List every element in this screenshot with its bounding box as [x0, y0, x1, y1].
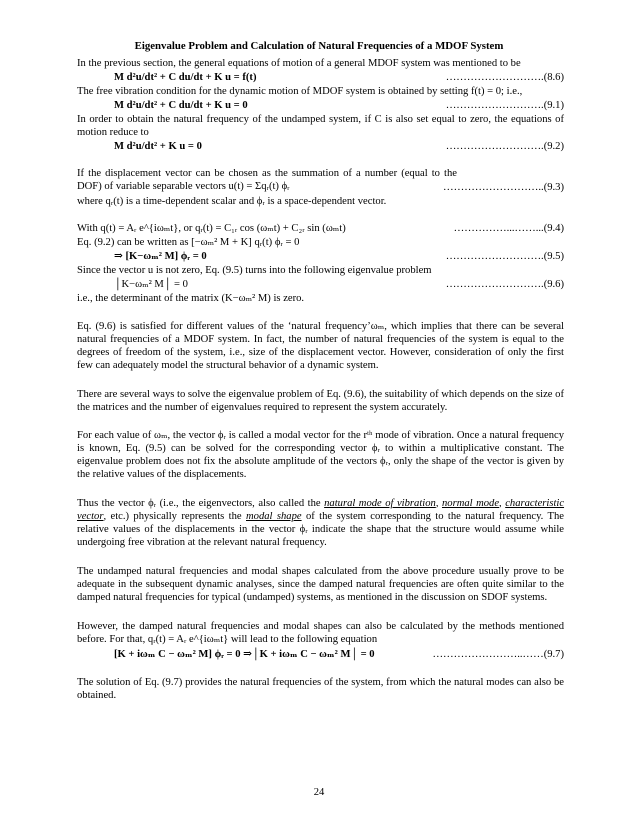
- equation-number: ……………………….(9.5): [445, 251, 564, 262]
- page-number: 24: [313, 787, 325, 798]
- paragraph: There are several ways to solve the eigenvalue problem of Eq. (9.6), the suitability of which depends on the size of the matrices and the number of eigenvalues required to represent the system accurately.: [77, 389, 564, 413]
- equation: [K + iωₘ C − ωₘ² M] ϕᵣ = 0 ⇒│K + iωₘ C − ωₘ² M│ = 0: [114, 649, 375, 660]
- term-characteristic-vector: characteristic vector: [77, 498, 565, 522]
- equation-number: ……………………….(9.2): [445, 141, 564, 152]
- paragraph: Eq. (9.2) can be written as [−ωₘ² M + K] qᵣ(t) ϕᵣ = 0: [77, 237, 300, 248]
- term-modal-shape: modal shape: [246, 511, 302, 522]
- paragraph: In order to obtain the natural frequency of the undamped system, if C is also set equal to zero, the equations of motion reduce to: [77, 114, 564, 138]
- paragraph: Thus the vector ϕᵣ (i.e., the eigenvectors, also called the natural mode of vibration, normal mode, characteristic vector, etc.) physically represents the modal shape of the system corresponding to the natural frequency. The relative values of the displacements in the vector ϕᵣ indicate the shape that the structure would assume while undergoing free vibration at the relevant natural frequency.: [77, 498, 565, 548]
- equation-number: ……………………….(8.6): [445, 72, 564, 83]
- paragraph: Eq. (9.6) is satisfied for different values of the ‘natural frequency’ωₘ, which implies that there can be several natural frequencies of a MDOF system. In fact, the number of natural frequencies of the system is equal to the degrees of freedom of the system, i.e., size of the displacement vector. However, consideration of only the first few can adequately model the structural behavior of a dynamic system.: [77, 321, 564, 371]
- paragraph: With q(t) = Aᵣ e^{iωₘt}, or qᵣ(t) = C₁ᵣ cos (ωₘt) + C₂ᵣ sin (ωₘt): [77, 223, 346, 234]
- paragraph: In the previous section, the general equations of motion of a general MDOF system was mentioned to be: [77, 58, 521, 69]
- equation-number: ……………………..……(9.7): [432, 649, 564, 660]
- page-title: Eigenvalue Problem and Calculation of Natural Frequencies of a MDOF System: [134, 40, 504, 52]
- paragraph: i.e., the determinant of the matrix (K−ωₘ² M) is zero.: [77, 293, 305, 304]
- paragraph: The solution of Eq. (9.7) provides the natural frequencies of the system, from which the natural modes can also be obtained.: [77, 677, 564, 701]
- equation-number: ……………...……...(9.4): [453, 223, 564, 234]
- paragraph: However, the damped natural frequencies and modal shapes can also be calculated by the methods mentioned before. For that, qᵣ(t) = Aᵣ e^{iωₘt} will lead to the following equation: [77, 621, 564, 645]
- equation: ⇒ [K−ωₘ² M] ϕᵣ = 0: [114, 251, 207, 262]
- equation: M d²u/dt² + K u = 0: [114, 141, 202, 152]
- paragraph: The undamped natural frequencies and modal shapes calculated from the above procedure usually prove to be adequate in the subsequent dynamic analyses, since the damped natural frequencies are often quite similar to the damped natural frequencies for typical (undamped) systems, as mentioned in the discussion on SDOF systems.: [77, 566, 564, 603]
- equation-number: ……………………….(9.6): [445, 279, 564, 290]
- equation: M d²u/dt² + C du/dt + K u = f(t): [114, 72, 257, 83]
- equation: M d²u/dt² + C du/dt + K u = 0: [114, 100, 248, 111]
- paragraph: Since the vector u is not zero, Eq. (9.5) turns into the following eigenvalue problem: [77, 265, 432, 276]
- equation-number: ……………………….(9.1): [445, 100, 564, 111]
- term-natural-mode: natural mode of vibration: [324, 498, 436, 509]
- paragraph: For each value of ωₘ, the vector ϕᵣ is called a modal vector for the rᵗʰ mode of vibration. Once a natural frequency is known, Eq. (9.5) can be solved for the corresponding vector ϕᵣ to within a multiplicative constant. The eigenvalue problem does not fix the absolute amplitude of the vectors ϕᵣ, only the shape of the vector is given by the relative values of the displacements.: [77, 430, 564, 480]
- paragraph: If the displacement vector can be chosen as the summation of a number (equal to the DOF) of variable separable vectors u(t) = Σqᵣ(t) ϕᵣ: [77, 168, 457, 192]
- paragraph: where qᵣ(t) is a time-dependent scalar and ϕᵣ is a space-dependent vector.: [77, 196, 387, 207]
- paragraph: The free vibration condition for the dynamic motion of MDOF system is obtained by setting f(t) = 0; i.e.,: [77, 86, 523, 97]
- term-normal-mode: normal mode: [441, 498, 500, 509]
- equation: │K−ωₘ² M│ = 0: [114, 279, 188, 290]
- equation-number: ………………………..(9.3): [443, 182, 564, 193]
